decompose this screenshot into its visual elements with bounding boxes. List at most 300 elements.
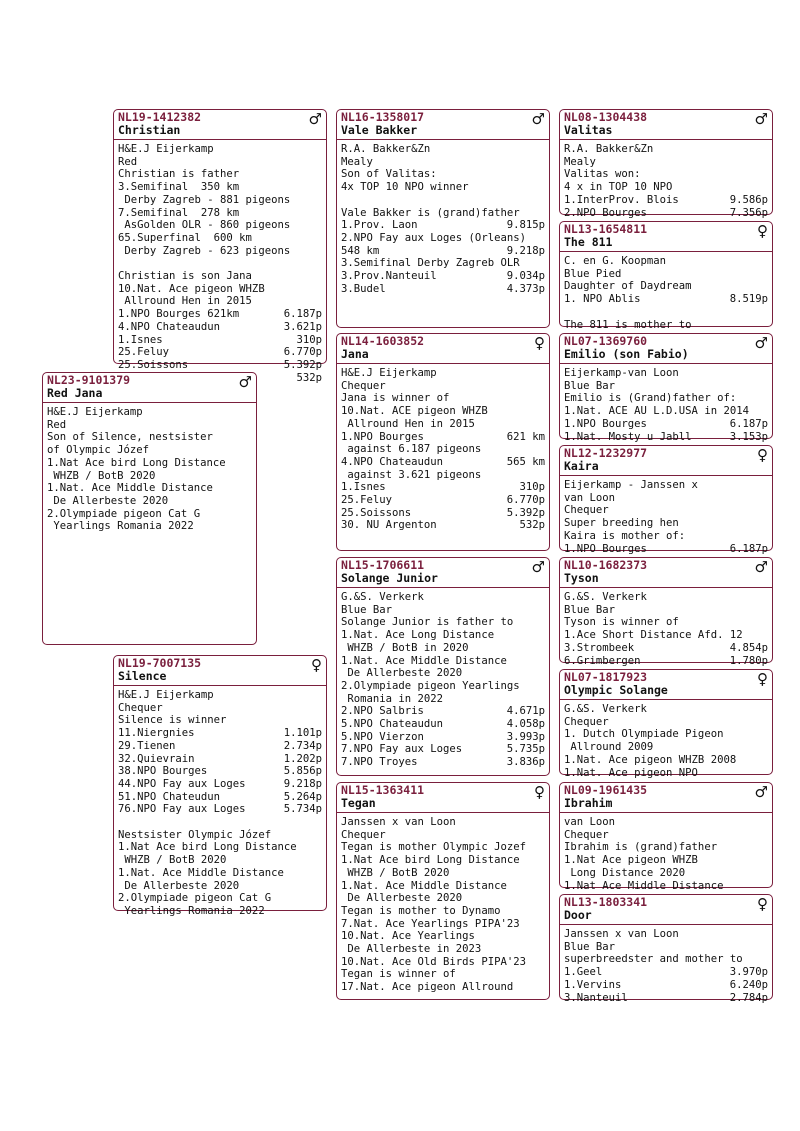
pigeon-name: Jana (341, 347, 369, 361)
text-line: 4 x in TOP 10 NPO (564, 181, 673, 194)
text-line (118, 257, 322, 270)
ring-number: NL12-1232977 (564, 446, 648, 460)
result-value: 3.836p (506, 756, 545, 769)
result-value: 5.856p (283, 765, 322, 778)
result-label: 1.NPO Bourges (564, 417, 647, 430)
text-line: G.&S. Verkerk (564, 591, 647, 603)
text-line: Red (47, 418, 67, 431)
text-line: Blue Pied (564, 267, 622, 280)
result-label: 3.Budel (341, 282, 386, 295)
ring-number: NL13-1803341 (564, 895, 648, 909)
text-line (564, 306, 768, 319)
result-row (118, 740, 322, 753)
result-value: 9.815p (506, 219, 545, 232)
result-value: 5.734p (283, 803, 322, 816)
result-value: 9.218p (506, 244, 545, 257)
text-line: Chequer (341, 828, 386, 841)
sex-symbol-icon: ♀ (757, 446, 768, 464)
pedigree-card-silence (113, 655, 327, 917)
pigeon-name: Kaira (564, 459, 599, 473)
text-line: Christian is son Jana (118, 270, 252, 283)
text-line: Christian is father (118, 168, 240, 181)
result-label: 1.Vervins (564, 978, 622, 991)
card-header (560, 783, 772, 813)
result-label: 30. NU Argenton (341, 519, 437, 532)
card-header (560, 670, 772, 700)
text-line: Long Distance 2020 (564, 866, 686, 879)
result-row (118, 803, 322, 816)
card-header (337, 110, 549, 140)
result-row (341, 270, 545, 283)
text-line: Tegan is winner of (341, 968, 456, 981)
pigeon-name: Door (564, 908, 592, 922)
result-value: 532p (519, 519, 545, 532)
result-value: 565 km (506, 455, 545, 468)
text-line: WHZB / BotB 2020 (118, 854, 227, 867)
card-header (337, 558, 549, 588)
result-row (118, 778, 322, 791)
text-line: 1.Nat. Ace Middle Distance (118, 866, 284, 879)
card-header (560, 334, 772, 364)
card-body (337, 140, 549, 295)
result-row (341, 743, 545, 756)
ring-number: NL16-1358017 (341, 110, 425, 124)
result-label: 1.Nat. Mosty u Jabll (564, 430, 692, 443)
result-label: 11.Niergnies (118, 727, 195, 740)
result-label: 32.Quievrain (118, 752, 195, 765)
result-row (118, 359, 322, 372)
result-value: 3.621p (283, 320, 322, 333)
card-header (560, 222, 772, 252)
pigeon-name: Red Jana (47, 386, 103, 400)
result-row (564, 966, 768, 979)
text-line: 2.Olympiade pigeon Yearlings (341, 679, 520, 692)
pedigree-card-red-jana (42, 372, 257, 645)
result-value: 7.356p (729, 206, 768, 219)
sex-symbol-icon: ♂ (531, 110, 545, 128)
result-row (564, 543, 768, 556)
ring-number: NL10-1682373 (564, 558, 648, 572)
text-line: 65.Superfinal 600 km (118, 231, 252, 244)
result-label: 1.NPO Bourges (341, 430, 424, 443)
result-label: 1.NPO Bourges (564, 542, 647, 555)
text-line: 1.Nat. Ace Long Distance (341, 629, 495, 642)
text-line: WHZB / BotB in 2020 (341, 641, 469, 654)
text-line: De Allerbeste 2020 (47, 494, 169, 507)
result-value: 5.264p (283, 790, 322, 803)
result-label: 1.Prov. Laon (341, 219, 418, 232)
result-row (118, 765, 322, 778)
text-line: De Allerbeste 2020 (341, 667, 463, 680)
result-label: 3.Strombeek (564, 641, 635, 654)
sex-symbol-icon: ♀ (757, 670, 768, 688)
sex-symbol-icon: ♂ (754, 334, 768, 352)
result-row (564, 293, 768, 306)
card-body (560, 700, 772, 779)
result-label: 25.Soissons (118, 358, 189, 371)
result-row (118, 727, 322, 740)
text-line: 1.Nat Ace bird Long Distance (118, 841, 297, 854)
text-line: Blue Bar (564, 603, 616, 616)
result-row (341, 431, 545, 444)
text-line: H&E.J Eijerkamp (47, 406, 143, 418)
text-line: Janssen x van Loon (564, 928, 679, 940)
result-row (118, 334, 322, 347)
text-line: Emilio is (Grand)father of: (564, 392, 737, 405)
text-line: Allround Hen in 2015 (118, 295, 252, 308)
result-row (341, 731, 545, 744)
result-label: 5.NPO Vierzon (341, 730, 424, 743)
result-value: 3.153p (729, 430, 768, 443)
result-value: 9.218p (283, 777, 322, 790)
text-line: Mealy (564, 155, 596, 168)
card-header (114, 656, 326, 686)
pedigree-card-olympic-solange (559, 669, 773, 779)
result-value: 2.734p (283, 739, 322, 752)
pigeon-name: Solange Junior (341, 571, 438, 585)
pedigree-card-kaira (559, 445, 773, 555)
result-label: 2.NPO Salbris (341, 705, 424, 718)
result-label: 44.NPO Fay aux Loges (118, 777, 246, 790)
result-row (341, 245, 545, 258)
text-line: AsGolden OLR - 860 pigeons (118, 219, 291, 232)
pigeon-name: Silence (118, 669, 167, 683)
card-header (560, 558, 772, 588)
text-line: Son of Valitas: (341, 168, 437, 181)
text-line: Ibrahim is (grand)father (564, 841, 718, 854)
sex-symbol-icon: ♀ (757, 222, 768, 240)
card-body (114, 140, 326, 384)
card-body (337, 364, 549, 532)
pedigree-card-solange-junior (336, 557, 550, 776)
result-value: 1.202p (283, 752, 322, 765)
result-label: 2.NPO Bourges (564, 206, 647, 219)
result-value: 4.854p (729, 641, 768, 654)
card-header (560, 895, 772, 925)
result-row (341, 507, 545, 520)
text-line: 1.Ace Short Distance Afd. 12 (564, 629, 743, 642)
result-label: 548 km (341, 244, 380, 257)
result-value: 2.784p (729, 991, 768, 1004)
text-line (341, 194, 545, 207)
ring-number: NL15-1706611 (341, 558, 425, 572)
result-value: 6.187p (729, 417, 768, 430)
sex-symbol-icon: ♂ (754, 783, 768, 801)
result-label: 1.InterProv. Blois (564, 193, 679, 206)
result-label: 5.NPO Chateaudun (341, 718, 444, 731)
text-line: 1.Nat Ace Middle Distance (564, 879, 724, 892)
card-body (560, 813, 772, 892)
text-line: De Allerbeste 2020 (341, 892, 463, 905)
result-label: 3.Prov.Nanteuil (341, 270, 437, 283)
ring-number: NL23-9101379 (47, 373, 131, 387)
text-line: Son of Silence, nestsister (47, 431, 213, 444)
text-line: against 6.187 pigeons (341, 443, 482, 456)
text-line: Blue Bar (564, 940, 616, 953)
text-line: Red (118, 155, 138, 168)
result-row (564, 655, 768, 668)
sex-symbol-icon: ♂ (531, 558, 545, 576)
result-label: 38.NPO Bourges (118, 765, 208, 778)
text-line: 10.Nat. Ace pigeon WHZB (118, 282, 265, 295)
text-line: of Olympic Józef (47, 444, 150, 457)
result-label: 1. NPO Ablis (564, 293, 641, 306)
text-line: Kaira is mother of: (564, 529, 686, 542)
pigeon-name: Christian (118, 123, 181, 137)
text-line: van Loon (564, 816, 616, 828)
ring-number: NL09-1961435 (564, 783, 648, 797)
card-body (560, 588, 772, 667)
result-label: 4.NPO Chateaudun (341, 455, 444, 468)
card-body (560, 476, 772, 555)
result-value: 1.101p (283, 727, 322, 740)
pigeon-name: Vale Bakker (341, 123, 418, 137)
card-header (114, 110, 326, 140)
sex-symbol-icon: ♂ (308, 110, 322, 128)
card-header (43, 373, 256, 403)
result-label: 1.NPO Bourges 621km (118, 308, 240, 321)
text-line: 1. Dutch Olympiade Pigeon (564, 728, 724, 741)
result-row (118, 321, 322, 334)
text-line: Derby Zagreb - 881 pigeons (118, 193, 291, 206)
sex-symbol-icon: ♂ (238, 373, 252, 391)
result-value: 3.993p (506, 730, 545, 743)
text-line: Chequer (341, 379, 386, 392)
text-line: Silence is winner (118, 714, 227, 727)
text-line: Yearlings Romania 2022 (47, 520, 194, 533)
text-line: 3.Semifinal Derby Zagreb OLR (341, 257, 520, 270)
result-row (118, 753, 322, 766)
result-value: 8.519p (729, 293, 768, 306)
result-row (341, 481, 545, 494)
sex-symbol-icon: ♀ (534, 334, 545, 352)
result-row (564, 207, 768, 220)
ring-number: NL07-1369760 (564, 334, 648, 348)
text-line: De Allerbeste in 2023 (341, 943, 482, 956)
text-line: 3.Semifinal 350 km (118, 181, 240, 194)
ring-number: NL15-1363411 (341, 783, 425, 797)
pigeon-name: Emilio (son Fabio) (564, 347, 689, 361)
pedigree-card-ibrahim (559, 782, 773, 892)
text-line: H&E.J Eijerkamp (118, 143, 214, 155)
result-row (564, 431, 768, 444)
pedigree-card-tegan (336, 782, 550, 1000)
ring-number: NL14-1603852 (341, 334, 425, 348)
result-value: 6.770p (283, 346, 322, 359)
text-line: 10.Nat. Ace Yearlings (341, 930, 475, 943)
result-label: 25.Feluy (118, 346, 170, 359)
pigeon-name: Tegan (341, 796, 376, 810)
card-body (43, 403, 256, 533)
card-body (560, 140, 772, 219)
text-line: Jana is winner of (341, 392, 450, 405)
result-label: 6.Grimbergen (564, 654, 641, 667)
card-body (337, 588, 549, 769)
result-row (341, 456, 545, 469)
result-row (341, 705, 545, 718)
ring-number: NL19-1412382 (118, 110, 202, 124)
result-label: 1.Isnes (341, 481, 386, 494)
text-line: superbreedster and mother to (564, 953, 743, 966)
pedigree-card-the-811 (559, 221, 773, 331)
text-line: The 811 is mother to (564, 318, 692, 331)
result-row (341, 718, 545, 731)
text-line: WHZB / BotB 2020 (341, 866, 450, 879)
text-line: 17.Nat. Ace pigeon Allround (341, 981, 514, 994)
sex-symbol-icon: ♂ (754, 558, 768, 576)
result-value: 4.373p (506, 282, 545, 295)
result-label: 7.NPO Troyes (341, 756, 418, 769)
card-body (114, 686, 326, 918)
text-line: Chequer (564, 715, 609, 728)
text-line: R.A. Bakker&Zn (341, 143, 431, 155)
text-line: Allround 2009 (564, 741, 654, 754)
sex-symbol-icon: ♂ (754, 110, 768, 128)
result-label: 4.NPO Chateaudun (118, 320, 221, 333)
text-line: Allround Hen in 2015 (341, 417, 475, 430)
card-header (337, 334, 549, 364)
text-line: Mealy (341, 155, 373, 168)
text-line: H&E.J Eijerkamp (118, 689, 214, 701)
ring-number: NL07-1817923 (564, 670, 648, 684)
pigeon-name: Valitas (564, 123, 613, 137)
result-value: 5.392p (283, 358, 322, 371)
result-row (118, 346, 322, 359)
pedigree-card-jana (336, 333, 550, 551)
card-body (560, 252, 772, 331)
sex-symbol-icon: ♀ (534, 783, 545, 801)
text-line: Chequer (564, 504, 609, 517)
text-line: R.A. Bakker&Zn (564, 143, 654, 155)
result-value: 6.187p (729, 542, 768, 555)
text-line: Tegan is mother to Dynamo (341, 904, 501, 917)
result-value: 6.770p (506, 494, 545, 507)
result-row (564, 642, 768, 655)
pedigree-card-valitas (559, 109, 773, 219)
card-header (560, 110, 772, 140)
text-line: G.&S. Verkerk (564, 703, 647, 715)
ring-number: NL19-7007135 (118, 656, 202, 670)
result-value: 9.586p (729, 193, 768, 206)
text-line: Super breeding hen (564, 517, 679, 530)
text-line: Blue Bar (564, 379, 616, 392)
result-value: 4.671p (506, 705, 545, 718)
result-value: 3.970p (729, 966, 768, 979)
text-line: 1.Nat. Ace Middle Distance (341, 879, 507, 892)
text-line: Vale Bakker is (grand)father (341, 206, 520, 219)
text-line: Chequer (564, 828, 609, 841)
result-value: 4.058p (506, 718, 545, 731)
text-line: 4x TOP 10 NPO winner (341, 181, 469, 194)
result-value: 1.780p (729, 654, 768, 667)
result-value: 5.735p (506, 743, 545, 756)
text-line: 1.Nat Ace bird Long Distance (47, 456, 226, 469)
pigeon-name: Olympic Solange (564, 683, 668, 697)
text-line: Solange Junior is father to (341, 616, 514, 629)
result-label: 25.Soissons (341, 506, 412, 519)
sex-symbol-icon: ♀ (311, 656, 322, 674)
pigeon-name: The 811 (564, 235, 613, 249)
text-line: Yearlings Romania 2022 (118, 904, 265, 917)
result-label: 29.Tienen (118, 739, 176, 752)
text-line: 2.Olympiade pigeon Cat G (47, 507, 201, 520)
result-row (341, 494, 545, 507)
result-label: 1.Isnes (118, 333, 163, 346)
ring-number: NL08-1304438 (564, 110, 648, 124)
text-line: C. en G. Koopman (564, 255, 667, 267)
pedigree-card-vale-bakker (336, 109, 550, 328)
pedigree-card-christian (113, 109, 327, 384)
text-line: Tyson is winner of (564, 616, 679, 629)
text-line: Chequer (118, 701, 163, 714)
result-value: 6.240p (729, 978, 768, 991)
text-line: 1.Nat. Ace Middle Distance (47, 482, 213, 495)
result-value: 9.034p (506, 270, 545, 283)
text-line: 1.Nat. ACE AU L.D.USA in 2014 (564, 405, 749, 418)
sex-symbol-icon: ♀ (757, 895, 768, 913)
text-line: 1.Nat. Ace pigeon NPO (564, 766, 698, 779)
result-value: 621 km (506, 430, 545, 443)
text-line: Nestsister Olympic Józef (118, 828, 272, 841)
result-label: 1.Geel (564, 966, 603, 979)
result-label: 51.NPO Chateudun (118, 790, 221, 803)
pigeon-name: Tyson (564, 571, 599, 585)
result-value: 532p (296, 371, 322, 384)
result-row (341, 283, 545, 296)
text-line: Janssen x van Loon (341, 816, 456, 828)
text-line: H&E.J Eijerkamp (341, 367, 437, 379)
card-header (560, 446, 772, 476)
result-row (118, 308, 322, 321)
result-label: 76.NPO Fay aux Loges (118, 803, 246, 816)
result-row (564, 979, 768, 992)
text-line: De Allerbeste 2020 (118, 879, 240, 892)
card-body (560, 925, 772, 1004)
result-row (341, 756, 545, 769)
text-line: 7.Semifinal 278 km (118, 206, 240, 219)
result-label: 7.NPO Fay aux Loges (341, 743, 463, 756)
text-line: 1.Nat. Ace pigeon WHZB 2008 (564, 753, 737, 766)
pedigree-card-emilio (559, 333, 773, 443)
result-row (341, 519, 545, 532)
text-line: Romania in 2022 (341, 692, 444, 705)
result-value: 310p (296, 333, 322, 346)
text-line: 7.Nat. Ace Yearlings PIPA'23 (341, 917, 520, 930)
result-label: 25.Feluy (341, 494, 393, 507)
text-line: Derby Zagreb - 623 pigeons (118, 244, 291, 257)
card-header (337, 783, 549, 813)
result-value: 6.187p (283, 308, 322, 321)
pedigree-card-tyson (559, 557, 773, 667)
card-body (337, 813, 549, 994)
pigeon-name: Ibrahim (564, 796, 613, 810)
result-row (564, 418, 768, 431)
text-line: van Loon (564, 491, 616, 504)
result-row (564, 992, 768, 1005)
text-line: Tegan is mother Olympic Jozef (341, 841, 526, 854)
text-line: 1.Nat Ace bird Long Distance (341, 854, 520, 867)
card-body (560, 364, 772, 443)
text-line: Blue Bar (341, 603, 393, 616)
text-line: against 3.621 pigeons (341, 468, 482, 481)
text-line: 2.NPO Fay aux Loges (Orleans) (341, 231, 526, 244)
result-row (341, 219, 545, 232)
text-line: 2.Olympiade pigeon Cat G (118, 892, 272, 905)
text-line: 10.Nat. ACE pigeon WHZB (341, 405, 488, 418)
text-line: 1.Nat Ace pigeon WHZB (564, 854, 698, 867)
result-label: 3.Nanteuil (564, 991, 628, 1004)
pedigree-card-door (559, 894, 773, 1004)
